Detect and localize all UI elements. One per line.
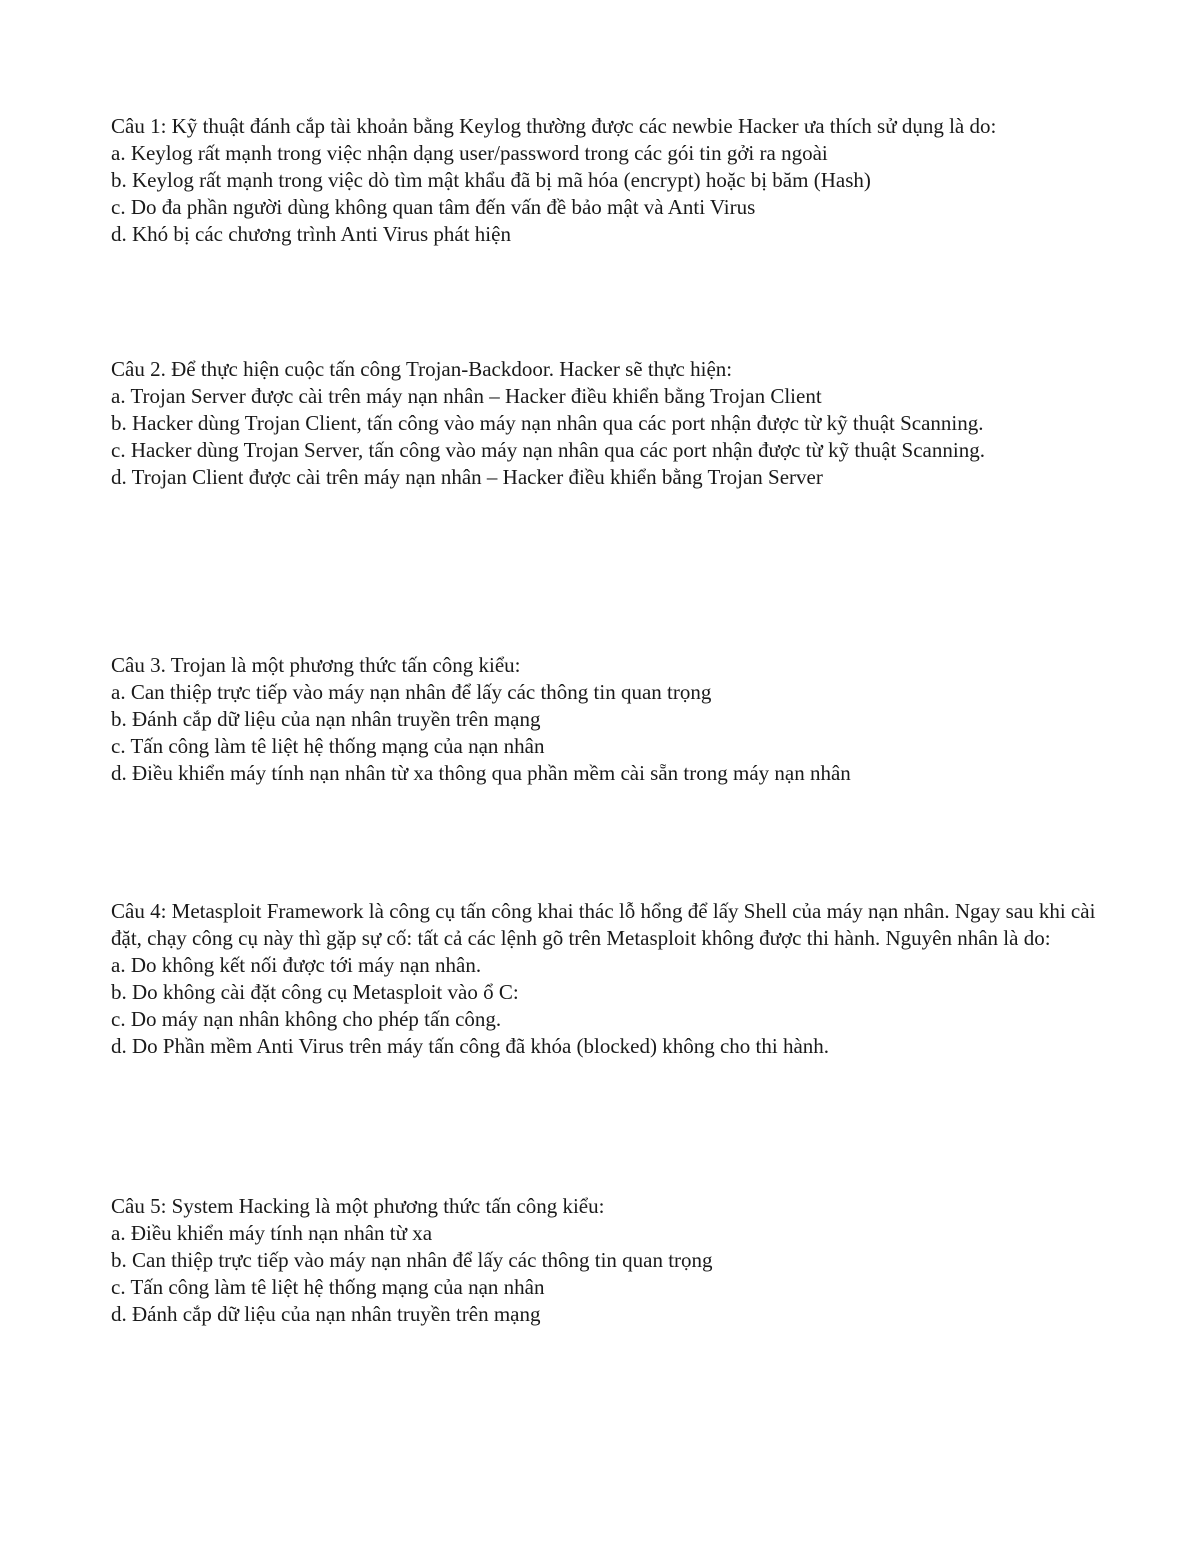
question-1-option-d: d. Khó bị các chương trình Anti Virus phát hiện bbox=[111, 222, 511, 246]
question-5-option-b: b. Can thiệp trực tiếp vào máy nạn nhân để lấy các thông tin quan trọng bbox=[111, 1248, 713, 1272]
question-5-text: Câu 5: System Hacking là một phương thức tấn công kiểu: bbox=[111, 1194, 605, 1218]
question-3-option-b: b. Đánh cắp dữ liệu của nạn nhân truyền trên mạng bbox=[111, 707, 541, 731]
question-4-option-d: d. Do Phần mềm Anti Virus trên máy tấn công đã khóa (blocked) không cho thi hành. bbox=[111, 1034, 830, 1058]
question-1-option-c: c. Do đa phần người dùng không quan tâm đến vấn đề bảo mật và Anti Virus bbox=[111, 195, 756, 219]
question-2 bbox=[111, 356, 1101, 491]
question-3-option-c: c. Tấn công làm tê liệt hệ thống mạng của nạn nhân bbox=[111, 734, 545, 758]
question-5-option-c: c. Tấn công làm tê liệt hệ thống mạng của nạn nhân bbox=[111, 1275, 545, 1299]
question-1-option-a: a. Keylog rất mạnh trong việc nhận dạng user/password trong các gói tin gởi ra ngoài bbox=[111, 141, 828, 165]
question-4-option-c: c. Do máy nạn nhân không cho phép tấn công. bbox=[111, 1007, 502, 1031]
question-5 bbox=[111, 1193, 1101, 1328]
question-2-option-d: d. Trojan Client được cài trên máy nạn nhân – Hacker điều khiển bằng Trojan Server bbox=[111, 465, 823, 489]
question-5-option-a: a. Điều khiển máy tính nạn nhân từ xa bbox=[111, 1221, 433, 1245]
question-4-option-b: b. Do không cài đặt công cụ Metasploit vào ổ C: bbox=[111, 980, 519, 1004]
question-2-option-c: c. Hacker dùng Trojan Server, tấn công vào máy nạn nhân qua các port nhận được từ kỹ thuật Scanning. bbox=[111, 438, 985, 462]
question-4-option-a: a. Do không kết nối được tới máy nạn nhân. bbox=[111, 953, 482, 977]
question-4-text: Câu 4: Metasploit Framework là công cụ tấn công khai thác lỗ hổng để lấy Shell của máy nạn nhân. Ngay sau khi cài đặt, chạy công cụ này thì gặp sự cố: tất cả các lệnh gõ trên Metasploit không được thi hành. Nguyên nhân là do: bbox=[111, 899, 1096, 950]
question-3 bbox=[111, 652, 1101, 787]
question-4 bbox=[111, 898, 1101, 1060]
question-1 bbox=[111, 113, 1101, 248]
question-1-text: Câu 1: Kỹ thuật đánh cắp tài khoản bằng Keylog thường được các newbie Hacker ưa thích sử dụng là do: bbox=[111, 114, 997, 138]
question-1-option-b: b. Keylog rất mạnh trong việc dò tìm mật khẩu đã bị mã hóa (encrypt) hoặc bị băm (Hash) bbox=[111, 168, 871, 192]
question-3-option-a: a. Can thiệp trực tiếp vào máy nạn nhân để lấy các thông tin quan trọng bbox=[111, 680, 712, 704]
question-2-text: Câu 2. Để thực hiện cuộc tấn công Trojan-Backdoor. Hacker sẽ thực hiện: bbox=[111, 357, 733, 381]
question-2-option-b: b. Hacker dùng Trojan Client, tấn công vào máy nạn nhân qua các port nhận được từ kỹ thuật Scanning. bbox=[111, 411, 984, 435]
question-2-option-a: a. Trojan Server được cài trên máy nạn nhân – Hacker điều khiển bằng Trojan Client bbox=[111, 384, 822, 408]
question-3-text: Câu 3. Trojan là một phương thức tấn công kiểu: bbox=[111, 653, 521, 677]
question-3-option-d: d. Điều khiển máy tính nạn nhân từ xa thông qua phần mềm cài sẵn trong máy nạn nhân bbox=[111, 761, 851, 785]
question-5-option-d: d. Đánh cắp dữ liệu của nạn nhân truyền trên mạng bbox=[111, 1302, 541, 1326]
